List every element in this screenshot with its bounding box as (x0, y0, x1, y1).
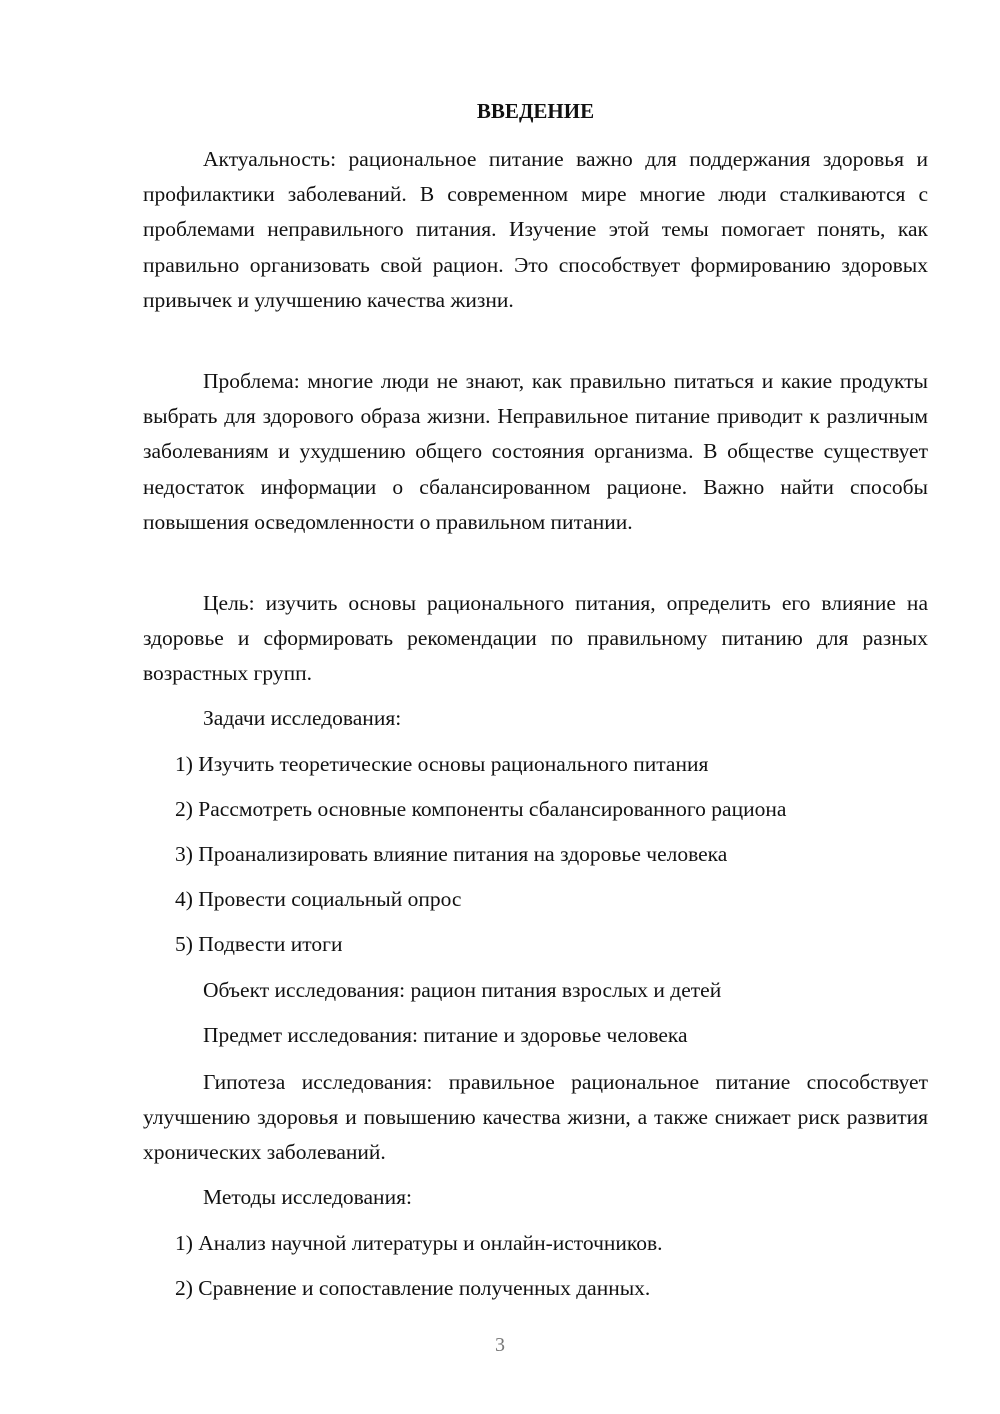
paragraph-goal: Цель: изучить основы рационального питания, определить его влияние на здоровье и сформировать рекомендации по правильному питанию для разных возрастных групп. (143, 591, 928, 686)
list-item: 5) Подвести итоги (175, 932, 343, 956)
list-item: 4) Провести социальный опрос (175, 887, 462, 911)
list-item: 2) Сравнение и сопоставление полученных данных. (175, 1276, 651, 1300)
list-item: 2) Рассмотреть основные компоненты сбалансированного рациона (175, 797, 787, 821)
page-title: ВВЕДЕНИЕ (476, 99, 595, 123)
methods-heading: Методы исследования: (203, 1185, 412, 1209)
tasks-heading: Задачи исследования: (203, 706, 402, 730)
list-item: 1) Анализ научной литературы и онлайн-источников. (175, 1231, 663, 1255)
list-item: 3) Проанализировать влияние питания на здоровье человека (175, 842, 728, 866)
paragraph-relevance: Актуальность: рациональное питание важно для поддержания здоровья и профилактики заболеваний. В современном мире многие люди сталкиваются с проблемами неправильного питания. Изучение этой темы помогает понять, как правильно организовать свой рацион. Это способствует формированию здоровых привычек и улучшению качества жизни. (143, 147, 928, 312)
list-item: 1) Изучить теоретические основы рационального питания (175, 752, 709, 776)
paragraph-problem: Проблема: многие люди не знают, как правильно питаться и какие продукты выбрать для здорового образа жизни. Неправильное питание приводит к различным заболеваниям и ухудшению общего состояния организма. В обществе существует недостаток информации о сбалансированном рационе. Важно найти способы повышения осведомленности о правильном питании. (143, 369, 928, 534)
paragraph-subject: Предмет исследования: питание и здоровье человека (203, 1023, 688, 1047)
paragraph-hypothesis: Гипотеза исследования: правильное рациональное питание способствует улучшению здоровья и повышению качества жизни, а также снижает риск развития хронических заболеваний. (143, 1070, 928, 1165)
paragraph-object: Объект исследования: рацион питания взрослых и детей (203, 978, 722, 1002)
page-number: 3 (495, 1334, 505, 1356)
